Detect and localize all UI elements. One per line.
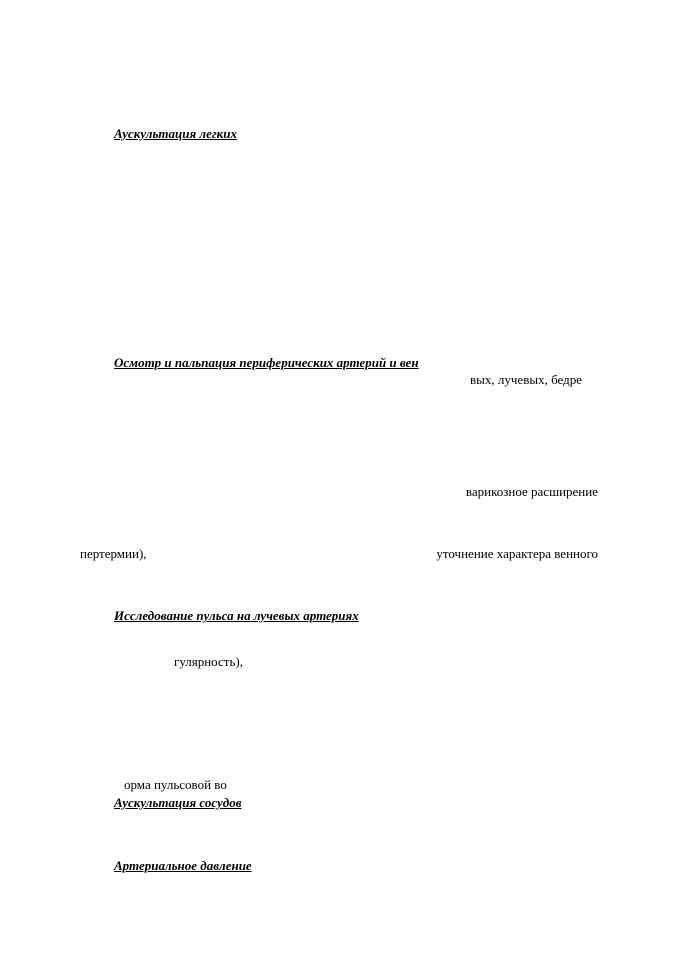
text-fragment-arteries-list: вых, лучевых, бедре — [470, 372, 582, 387]
heading-lungs-auscultation: Аускультация легких — [114, 126, 237, 141]
heading-blood-pressure: Артериальное давление — [114, 858, 252, 873]
text-fragment-pulse-wave: орма пульсовой во — [124, 777, 227, 792]
text-fragment-venous-character: уточнение характера венного — [436, 546, 598, 561]
heading-radial-pulse: Исследование пульса на лучевых артериях — [114, 608, 359, 623]
heading-peripheral-vessels: Осмотр и пальпация периферических артерий и вен — [114, 355, 419, 370]
text-fragment-hyperthermia: пертермии), — [80, 546, 147, 561]
text-fragment-varicose: варикозное расширение — [465, 484, 598, 499]
heading-vessels-auscultation: Аускультация сосудов — [114, 795, 242, 810]
text-fragment-regularity: гулярность), — [174, 654, 243, 669]
